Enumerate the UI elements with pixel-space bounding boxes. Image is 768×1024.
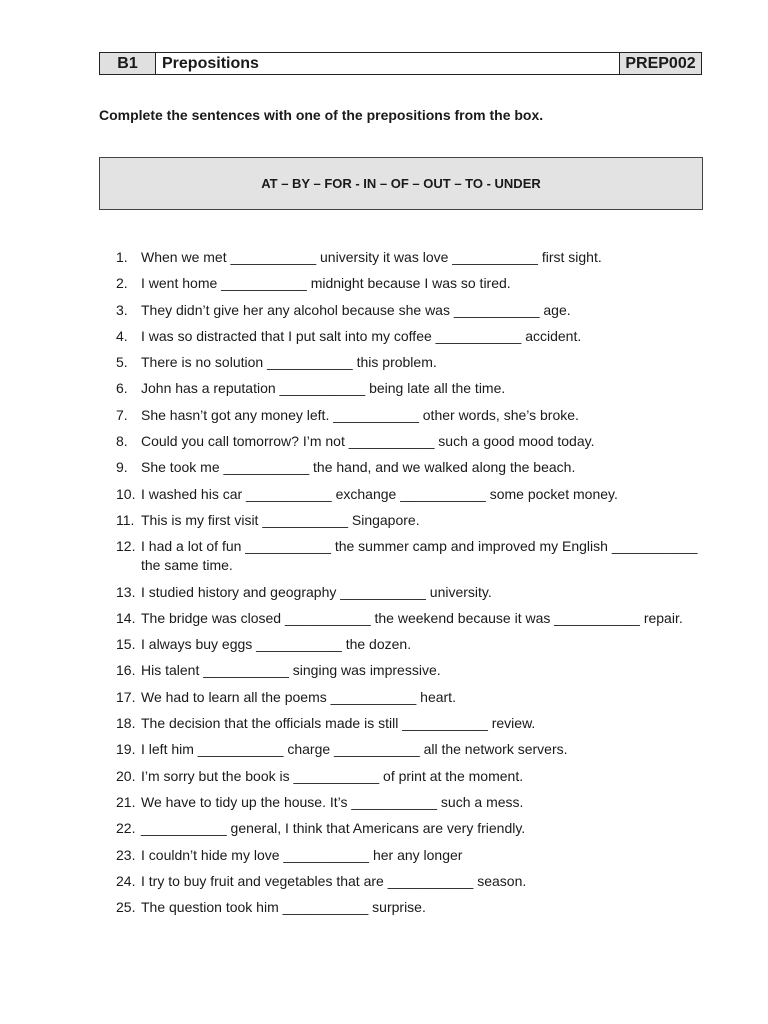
sentence-item: [116, 793, 706, 812]
sentence-item: [116, 740, 706, 759]
sentence-item: [116, 872, 706, 891]
sentence-number: 18.: [116, 715, 136, 732]
sentence-text: I always buy eggs ___________ the dozen.: [141, 636, 412, 653]
sentence-text: John has a reputation ___________ being late all the time.: [141, 380, 506, 397]
sentence-number: 16.: [116, 662, 136, 679]
sentence-item: [116, 661, 706, 680]
sentence-number: 20.: [116, 767, 136, 784]
sentence-list: [116, 248, 706, 924]
sentence-number: 2.: [116, 275, 128, 292]
sentence-item: [116, 274, 706, 293]
sentence-text: The bridge was closed ___________ the weekend because it was ___________ repair.: [141, 609, 683, 626]
sentence-number: 22.: [116, 820, 136, 837]
sentence-text: I had a lot of fun ___________ the summer camp and improved my English ___________ the same time.: [141, 538, 698, 574]
sentence-number: 15.: [116, 636, 136, 653]
sentence-text: The question took him ___________ surprise.: [141, 899, 426, 916]
worksheet-header: [99, 52, 702, 75]
sentence-item: [116, 353, 706, 372]
sentence-text: ___________ general, I think that Americans are very friendly.: [141, 820, 526, 837]
sentence-text: We had to learn all the poems ___________ heart.: [141, 688, 456, 705]
sentence-number: 25.: [116, 899, 136, 916]
sentence-item: [116, 485, 706, 504]
sentence-text: I studied history and geography ___________ university.: [141, 583, 492, 600]
sentence-text: They didn’t give her any alcohol because she was ___________ age.: [141, 301, 571, 318]
sentence-text: I was so distracted that I put salt into my coffee ___________ accident.: [141, 327, 582, 344]
sentence-text: Could you call tomorrow? I’m not ___________ such a good mood today.: [141, 433, 595, 450]
worksheet-title: Prepositions: [162, 54, 259, 72]
sentence-text: His talent ___________ singing was impressive.: [141, 662, 441, 679]
sentence-text: I couldn’t hide my love ___________ her any longer: [141, 846, 463, 863]
sentence-number: 23.: [116, 846, 136, 863]
sentence-item: [116, 327, 706, 346]
sentence-text: She took me ___________ the hand, and we walked along the beach.: [141, 459, 576, 476]
sentence-item: [116, 458, 706, 477]
sentence-item: [116, 767, 706, 786]
sentence-number: 13.: [116, 583, 136, 600]
sentence-number: 10.: [116, 485, 136, 502]
sentence-item: [116, 609, 706, 628]
sentence-text: This is my first visit ___________ Singapore.: [141, 511, 420, 528]
sentence-item: [116, 688, 706, 707]
sentence-item: [116, 432, 706, 451]
sentence-text: I went home ___________ midnight because I was so tired.: [141, 275, 511, 292]
sentence-number: 6.: [116, 380, 128, 397]
sentence-item: [116, 511, 706, 530]
sentence-number: 3.: [116, 301, 128, 318]
sentence-text: I’m sorry but the book is ___________ of print at the moment.: [141, 767, 524, 784]
word-box-text: AT – BY – FOR - IN – OF – OUT – TO - UNDER: [261, 176, 541, 191]
sentence-number: 8.: [116, 433, 128, 450]
sentence-number: 5.: [116, 354, 128, 371]
sentence-number: 17.: [116, 688, 136, 705]
sentence-text: She hasn’t got any money left. ___________ other words, she’s broke.: [141, 406, 579, 423]
sentence-item: [116, 537, 706, 575]
sentence-number: 19.: [116, 741, 136, 758]
worksheet-code: PREP002: [619, 53, 701, 74]
sentence-item: [116, 301, 706, 320]
sentence-text: There is no solution ___________ this problem.: [141, 354, 437, 371]
sentence-text: I try to buy fruit and vegetables that are ___________ season.: [141, 872, 527, 889]
sentence-item: [116, 406, 706, 425]
sentence-number: 12.: [116, 538, 136, 555]
sentence-item: [116, 819, 706, 838]
sentence-number: 21.: [116, 793, 136, 810]
sentence-item: [116, 846, 706, 865]
preposition-word-box: [99, 157, 703, 210]
sentence-text: When we met ___________ university it was love ___________ first sight.: [141, 249, 602, 265]
sentence-text: We have to tidy up the house. It’s ___________ such a mess.: [141, 793, 524, 810]
sentence-text: I washed his car ___________ exchange ___________ some pocket money.: [141, 485, 618, 502]
sentence-number: 4.: [116, 327, 128, 344]
sentence-text: The decision that the officials made is still ___________ review.: [141, 715, 536, 732]
sentence-item: [116, 635, 706, 654]
sentence-number: 1.: [116, 249, 128, 265]
sentence-number: 7.: [116, 406, 128, 423]
sentence-number: 9.: [116, 459, 128, 476]
sentence-item: [116, 714, 706, 733]
sentence-item: [116, 248, 706, 267]
sentence-number: 14.: [116, 609, 136, 626]
sentence-number: 24.: [116, 872, 136, 889]
sentence-item: [116, 898, 706, 917]
sentence-number: 11.: [116, 511, 135, 528]
sentence-item: [116, 379, 706, 398]
instruction-text: Complete the sentences with one of the prepositions from the box.: [99, 107, 544, 123]
sentence-text: I left him ___________ charge ___________ all the network servers.: [141, 741, 568, 758]
level-label: B1: [100, 53, 156, 74]
sentence-item: [116, 583, 706, 602]
